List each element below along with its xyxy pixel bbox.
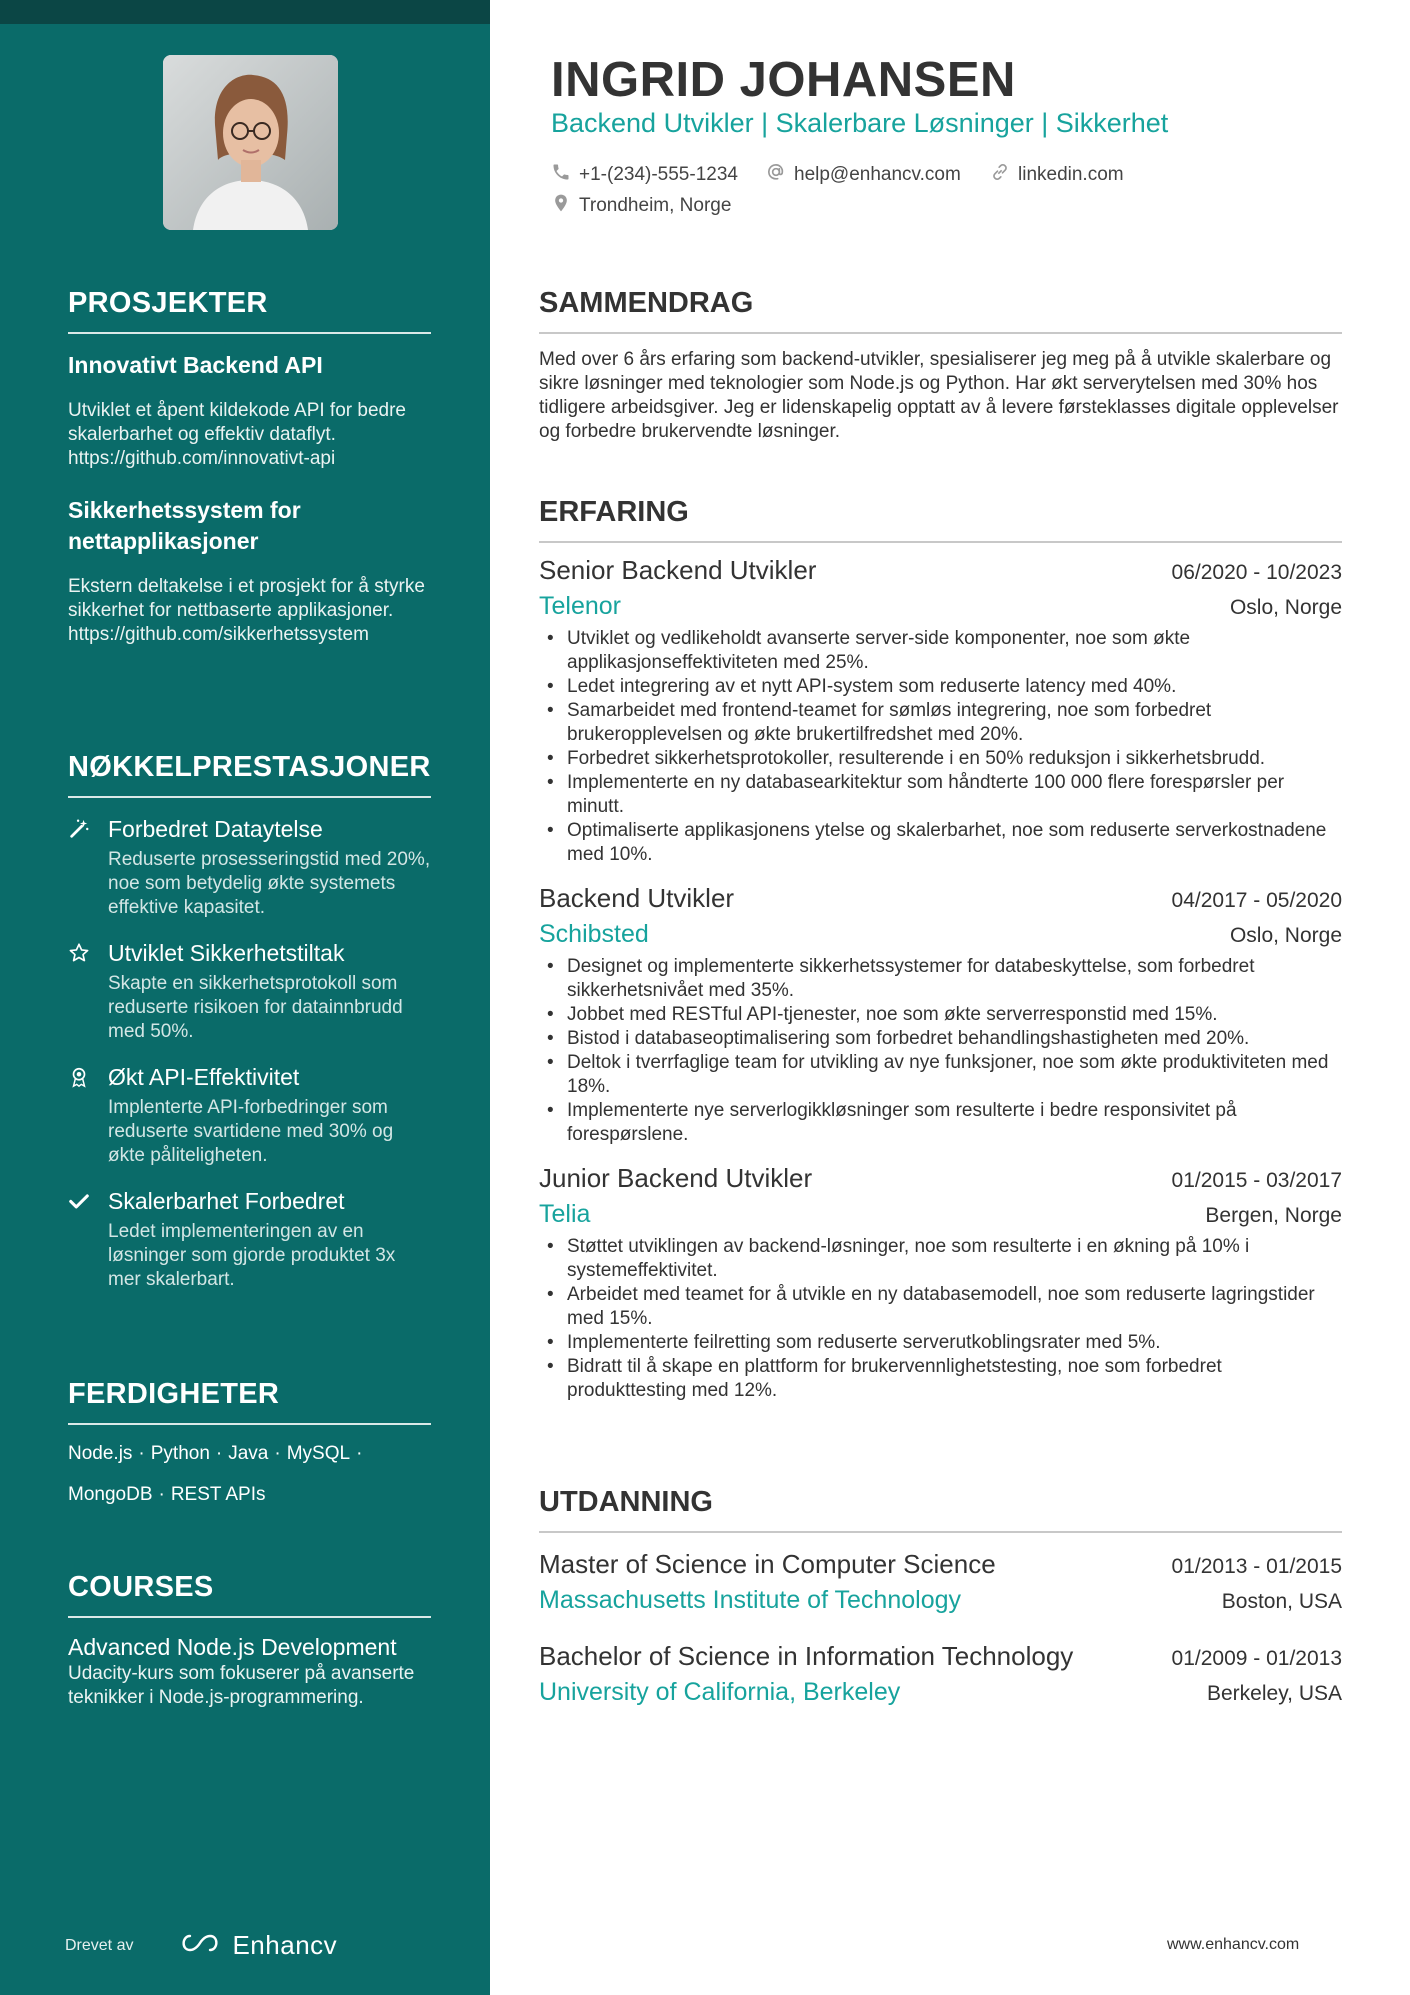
job-bullet: • Støttet utviklingen av backend-løsninger, noe som resulterte i en økning på 10% i systemeffektivitet. bbox=[539, 1235, 1342, 1283]
job-location: Oslo, Norge bbox=[1229, 924, 1342, 947]
job-bullet: • Ledet integrering av et nytt API-system som reduserte latency med 40%. bbox=[539, 675, 1342, 699]
email-text[interactable]: help@enhancv.com bbox=[794, 164, 961, 185]
candidate-tagline: Backend Utvikler | Skalerbare Løsninger | Sikkerhet bbox=[551, 108, 1169, 138]
company-name: Schibsted bbox=[539, 920, 649, 948]
skill-tag: MongoDB bbox=[68, 1484, 153, 1505]
at-sign-icon bbox=[766, 162, 794, 188]
courses-heading: COURSES bbox=[68, 1571, 431, 1618]
skills-section bbox=[68, 1378, 431, 1515]
education-entry bbox=[539, 1549, 1342, 1615]
skills-line: MongoDB · REST APIs bbox=[68, 1484, 266, 1505]
job-bullet: • Bistod i databaseoptimalisering som forbedret behandlingshastigheten med 20%. bbox=[539, 1027, 1342, 1051]
job-bullet: • Implementerte nye serverlogikkløsninger som resulterte i bedre responsivitet på forespørslene. bbox=[539, 1099, 1342, 1147]
course-title: Advanced Node.js Development bbox=[68, 1634, 397, 1660]
degree-title: Bachelor of Science in Information Technology bbox=[539, 1641, 1074, 1671]
achievement-title: Økt API-Effektivitet bbox=[108, 1064, 300, 1090]
award-icon bbox=[68, 1062, 108, 1168]
job-bullet: • Samarbeidet med frontend-teamet for sømløs integrering, noe som forbedret brukeropplevelsen og økte brukertilfredshet med 20%. bbox=[539, 699, 1342, 747]
school-name: Massachusetts Institute of Technology bbox=[539, 1586, 961, 1614]
summary-heading: SAMMENDRAG bbox=[539, 287, 1342, 334]
school-name: University of California, Berkeley bbox=[539, 1678, 901, 1706]
footer-website[interactable]: www.enhancv.com bbox=[1167, 1936, 1300, 1953]
degree-title: Master of Science in Computer Science bbox=[539, 1549, 996, 1579]
achievement-description: Skapte en sikkerhetsprotokoll som reduserte risikoen for datainnbrudd med 50%. bbox=[108, 973, 403, 1042]
achievement-description: Implenterte API-forbedringer som reduserte svartidene med 30% og økte påliteligheten. bbox=[108, 1097, 394, 1166]
achievements-heading: NØKKELPRESTASJONER bbox=[68, 751, 431, 798]
projects-heading: PROSJEKTER bbox=[68, 287, 431, 334]
contact-location bbox=[551, 193, 731, 219]
project-description: Utviklet et åpent kildekode API for bedre skalerbarhet og effektiv dataflyt. bbox=[68, 400, 406, 445]
job-bullet: • Implementerte feilretting som reduserte serverutkoblingsrater med 5%. bbox=[539, 1331, 1342, 1355]
skills-line: Node.js · Python · Java · MySQL · bbox=[68, 1443, 363, 1464]
summary-section bbox=[539, 287, 1342, 444]
project-title: Innovativt Backend API bbox=[68, 352, 323, 378]
achievement-item bbox=[68, 1062, 431, 1168]
job-title: Backend Utvikler bbox=[539, 883, 735, 913]
job-dates: 04/2017 - 05/2020 bbox=[1171, 889, 1342, 912]
job-bullet: • Implementerte en ny databasearkitektur som håndterte 100 000 flere forespørsler per minutt. bbox=[539, 771, 1342, 819]
job-entry bbox=[539, 1163, 1342, 1403]
powered-by-label: Drevet av bbox=[65, 1936, 134, 1954]
job-bullet: • Optimaliserte applikasjonens ytelse og skalerbarhet, noe som reduserte serverkostnadene med 10%. bbox=[539, 819, 1342, 867]
achievement-title: Forbedret Dataytelse bbox=[108, 816, 323, 842]
achievements-section bbox=[68, 751, 431, 1292]
job-dates: 06/2020 - 10/2023 bbox=[1171, 561, 1342, 584]
main-content bbox=[490, 0, 1410, 1995]
achievement-description: Reduserte prosesseringstid med 20%, noe som betydelig økte systemets effektive kapasitet. bbox=[108, 849, 431, 918]
education-location: Berkeley, USA bbox=[1207, 1682, 1342, 1705]
project-item bbox=[68, 495, 431, 647]
job-location: Bergen, Norge bbox=[1205, 1204, 1342, 1227]
magic-wand-icon bbox=[68, 814, 108, 920]
contact-phone bbox=[551, 162, 738, 188]
enhancv-brand: Enhancv bbox=[232, 1930, 338, 1960]
sidebar-top-band bbox=[0, 0, 490, 24]
contact-linkedin bbox=[990, 162, 1124, 188]
phone-text[interactable]: +1-(234)-555-1234 bbox=[579, 164, 738, 185]
checkmark-icon bbox=[68, 1186, 108, 1292]
skill-tag: REST APIs bbox=[170, 1484, 266, 1505]
education-entry bbox=[539, 1641, 1342, 1707]
experience-heading: ERFARING bbox=[539, 496, 1342, 543]
powered-by bbox=[65, 1930, 337, 1961]
skill-tag: Node.js bbox=[68, 1443, 133, 1464]
job-title: Junior Backend Utvikler bbox=[539, 1163, 813, 1193]
job-bullets bbox=[539, 955, 1342, 1147]
courses-section bbox=[68, 1571, 431, 1710]
location-text: Trondheim, Norge bbox=[579, 195, 732, 216]
link-icon bbox=[990, 162, 1018, 188]
project-title: Sikkerhetssystem for nettapplikasjoner bbox=[68, 497, 301, 554]
education-location: Boston, USA bbox=[1221, 1590, 1342, 1613]
star-icon bbox=[68, 938, 108, 1044]
enhancv-logo-icon bbox=[178, 1932, 222, 1959]
achievement-description: Ledet implementeringen av en løsninger som gjorde produktet 3x mer skalerbart. bbox=[108, 1221, 396, 1290]
project-item bbox=[68, 350, 431, 471]
job-title: Senior Backend Utvikler bbox=[539, 555, 817, 585]
job-bullet: • Designet og implementerte sikkerhetssystemer for databeskyttelse, som forbedret sikkerhetsnivået med 35%. bbox=[539, 955, 1342, 1003]
achievement-item bbox=[68, 1186, 431, 1292]
projects-section bbox=[68, 287, 431, 647]
contact-email bbox=[766, 162, 961, 188]
candidate-name: INGRID JOHANSEN bbox=[551, 53, 1016, 107]
linkedin-text[interactable]: linkedin.com bbox=[1018, 164, 1124, 185]
job-entry bbox=[539, 555, 1342, 867]
sidebar bbox=[0, 0, 490, 1995]
achievement-title: Utviklet Sikkerhetstiltak bbox=[108, 940, 345, 966]
project-link[interactable]: https://github.com/sikkerhetssystem bbox=[68, 624, 369, 645]
project-description: Ekstern deltakelse i et prosjekt for å styrke sikkerhet for nettbaserte applikasjoner. bbox=[68, 576, 425, 621]
job-bullet: • Utviklet og vedlikeholdt avanserte server-side komponenter, noe som økte applikasjonseffektiviteten med 25%. bbox=[539, 627, 1342, 675]
skill-tag: Python bbox=[150, 1443, 210, 1464]
skill-tag: Java bbox=[228, 1443, 269, 1464]
location-pin-icon bbox=[551, 193, 579, 219]
summary-text: Med over 6 års erfaring som backend-utvikler, spesialiserer jeg meg på å utvikle skalerbare og sikre løsninger med teknologier som Node.js og Python. Har økt serverytelsen med 30% hos tidligere arbeidsgiver. Jeg er lidenskapelig opptatt av å levere førsteklasses digitale opplevelser og forbedre brukervendte løsninger. bbox=[539, 349, 1339, 442]
job-bullets bbox=[539, 1235, 1342, 1403]
job-bullet: • Arbeidet med teamet for å utvikle en ny databasemodell, noe som reduserte lagringstider med 15%. bbox=[539, 1283, 1342, 1331]
job-entry bbox=[539, 883, 1342, 1147]
job-bullet: • Deltok i tverrfaglige team for utvikling av nye funksjoner, noe som økte produktiviteten med 18%. bbox=[539, 1051, 1342, 1099]
phone-icon bbox=[551, 162, 579, 188]
company-name: Telenor bbox=[539, 592, 621, 620]
job-location: Oslo, Norge bbox=[1229, 596, 1342, 619]
job-bullet: • Forbedret sikkerhetsprotokoller, resulterende i en 50% reduksjon i sikkerhetsbrudd. bbox=[539, 747, 1342, 771]
education-dates: 01/2009 - 01/2013 bbox=[1171, 1647, 1342, 1670]
achievement-item bbox=[68, 938, 431, 1044]
job-bullets bbox=[539, 627, 1342, 867]
project-link[interactable]: https://github.com/innovativt-api bbox=[68, 448, 336, 469]
experience-section bbox=[539, 496, 1342, 1403]
achievement-title: Skalerbarhet Forbedret bbox=[108, 1188, 345, 1214]
course-description: Udacity-kurs som fokuserer på avanserte teknikker i Node.js-programmering. bbox=[68, 1663, 415, 1708]
education-section bbox=[539, 1486, 1342, 1707]
education-dates: 01/2013 - 01/2015 bbox=[1171, 1555, 1342, 1578]
company-name: Telia bbox=[539, 1200, 591, 1228]
job-bullet: • Jobbet med RESTful API-tjenester, noe som økte serverresponstid med 15%. bbox=[539, 1003, 1342, 1027]
achievement-item bbox=[68, 814, 431, 920]
profile-photo bbox=[163, 55, 338, 230]
job-bullet: • Bidratt til å skape en plattform for brukervennlighetstesting, noe som forbedret produkttesting med 12%. bbox=[539, 1355, 1342, 1403]
job-dates: 01/2015 - 03/2017 bbox=[1171, 1169, 1342, 1192]
skills-list bbox=[68, 1433, 431, 1515]
education-heading: UTDANNING bbox=[539, 1486, 1342, 1533]
skills-heading: FERDIGHETER bbox=[68, 1378, 431, 1425]
skill-tag: MySQL bbox=[286, 1443, 351, 1464]
